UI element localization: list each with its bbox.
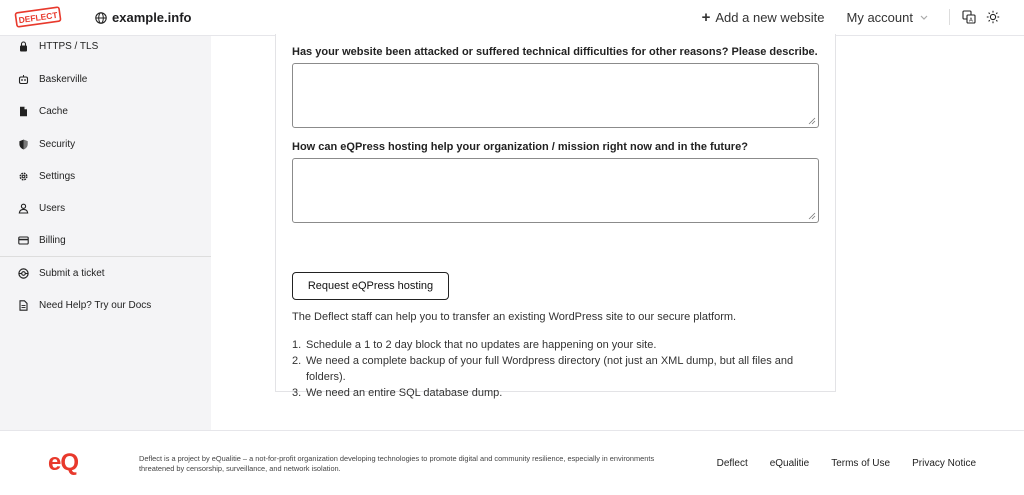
sidebar [0,36,211,430]
plus-icon: + [701,8,711,26]
sidebar-item-label: HTTPS / TLS [39,40,99,52]
attack-question-label: Has your website been attacked or suffered technical difficulties for other reasons? Please describe. [292,46,818,58]
transfer-steps-list [292,337,822,401]
sidebar-item-users[interactable] [0,195,211,221]
resize-grip-icon[interactable] [808,212,816,220]
sidebar-item-label: Need Help? Try our Docs [39,299,152,311]
logo-text: DEFLECT [17,9,59,26]
eqpress-form-card [275,34,836,399]
add-website-button[interactable] [702,10,825,25]
sidebar-item-security[interactable] [0,131,211,157]
domain-selector[interactable] [95,10,191,25]
sidebar-item-https-tls[interactable] [0,33,211,59]
lock-icon [18,41,29,52]
hosting-question-label: How can eQPress hosting help your organization / mission right now and in the future? [292,141,748,153]
sidebar-item-settings[interactable] [0,163,211,189]
sidebar-item-label: Users [39,202,66,214]
my-account-menu[interactable] [847,10,929,25]
top-bar [0,0,1024,36]
footer-link-terms[interactable]: Terms of Use [831,458,891,469]
equalitie-logo[interactable]: eQ [48,449,79,476]
gear-icon [18,171,29,182]
step-text: We need an entire SQL database dump. [306,387,503,399]
sidebar-divider [0,256,211,257]
svg-text:A: A [969,17,973,24]
card-icon [18,235,29,246]
footer-link-deflect[interactable]: Deflect [716,458,748,469]
deflect-logo[interactable] [14,6,62,28]
footer-links [717,458,976,469]
list-item: 3. We need an entire SQL database dump. [292,387,503,399]
list-item: 2. We need a complete backup of your full Wordpress directory (not just an XML dump, but all files and folders). [292,353,822,385]
divider [949,9,950,25]
sidebar-item-cache[interactable] [0,98,211,124]
resize-grip-icon[interactable] [808,117,816,125]
footer-link-equalitie[interactable]: eQualitie [769,458,810,469]
sidebar-item-label: Cache [39,105,68,117]
transfer-description: The Deflect staff can help you to transfer an existing WordPress site to our secure platform. [292,311,737,323]
domain-name: example.info [112,10,192,25]
sidebar-item-label: Submit a ticket [39,267,105,279]
file-icon [18,106,29,117]
my-account-label: My account [846,9,913,25]
sidebar-item-submit-ticket[interactable] [0,260,211,286]
shield-icon [18,139,29,150]
sidebar-item-label: Billing [39,234,66,246]
step-text: Schedule a 1 to 2 day block that no updates are happening on your site. [306,339,657,351]
attack-description-textarea[interactable] [292,63,819,128]
sidebar-item-docs[interactable] [0,292,211,318]
robot-icon [18,74,29,85]
sidebar-item-billing[interactable] [0,227,211,253]
user-icon [18,203,29,214]
sidebar-item-label: Settings [39,170,76,182]
sidebar-item-baskerville[interactable] [0,66,211,92]
hosting-help-textarea[interactable] [292,158,819,223]
sidebar-item-label: Security [39,138,76,150]
list-item: 1. Schedule a 1 to 2 day block that no updates are happening on your site. [292,339,657,351]
main-content [211,36,1024,430]
sidebar-item-label: Baskerville [39,73,88,85]
footer [0,430,1024,495]
translate-icon[interactable] [962,10,976,24]
doc-icon [18,300,29,311]
lifebuoy-icon [18,268,29,279]
step-text: We need a complete backup of your full Wordpress directory (not just an XML dump, but all files and folders). [306,355,794,383]
chevron-down-icon [919,12,929,22]
footer-description: Deflect is a project by eQualitie – a not-for-profit organization developing technologies to promote digital and community resilience, especially in environments threatened by censorship, surveillance, and network isolation. [139,454,655,473]
globe-icon [95,12,107,24]
request-eqpress-button[interactable]: Request eQPress hosting [292,272,449,300]
add-website-label: Add a new website [715,9,825,25]
footer-link-privacy[interactable]: Privacy Notice [912,458,976,469]
theme-toggle-icon[interactable] [986,10,1000,24]
